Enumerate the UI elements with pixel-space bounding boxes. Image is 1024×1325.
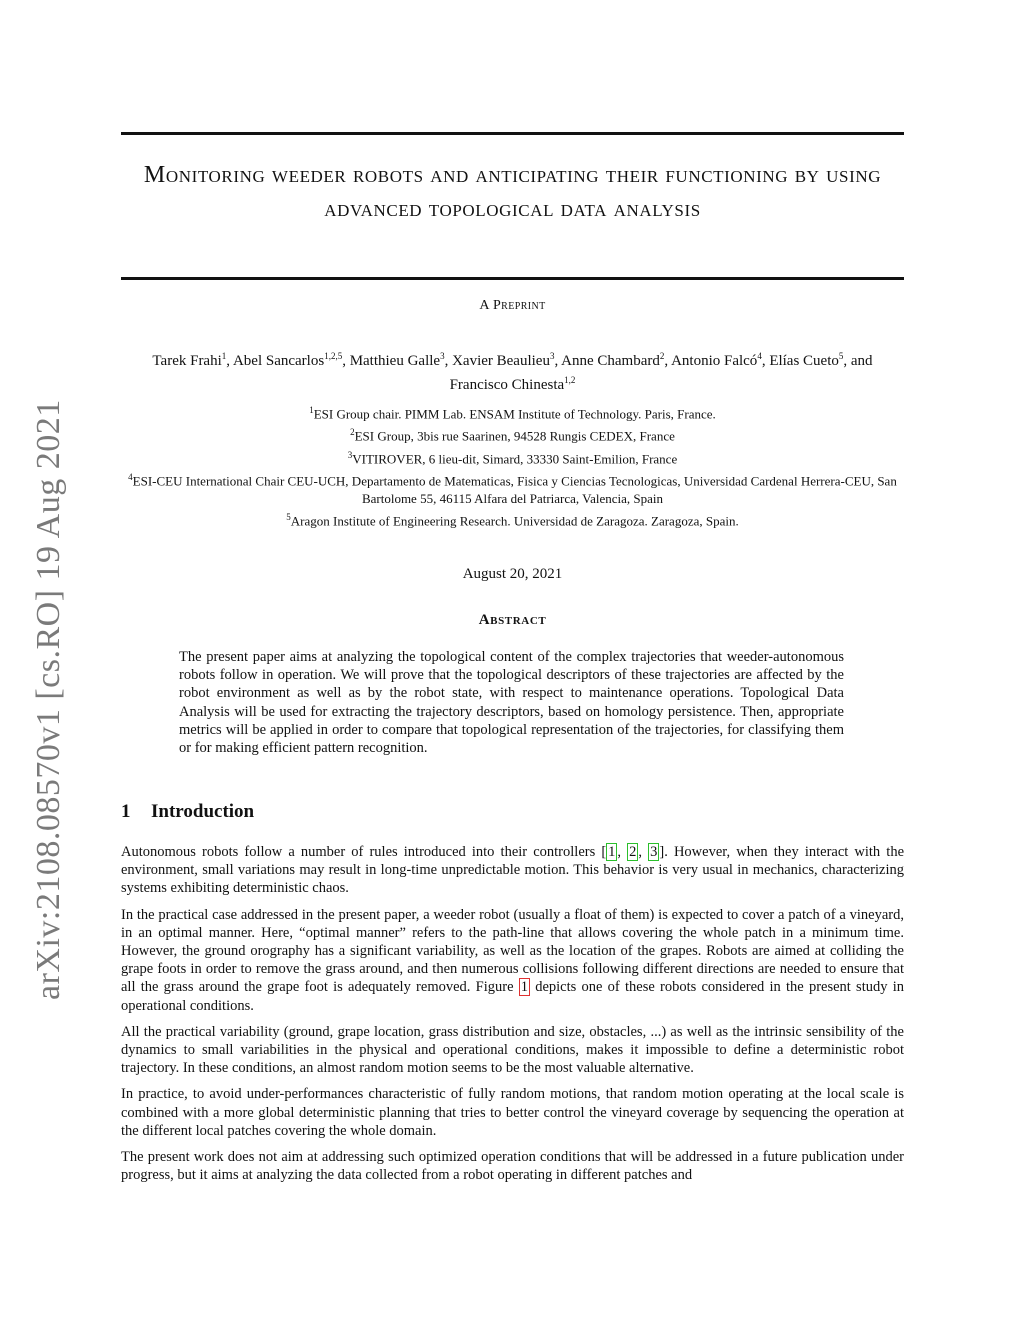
author: Anne Chambard$^2$, (561, 351, 672, 369)
author: Francisco Chinesta$^{1,2}$ (449, 375, 576, 393)
paragraph: Autonomous robots follow a number of rules introduced into their controllers [ 1 , 2 , 3 ]. However, when they interact with the environment, small variations may result in long-time unpredictable motion. This behavior is very usual in mechanics, characterizing systems exhibiting deterministic chaos. (121, 844, 905, 897)
section-body (121, 843, 904, 1192)
paragraph: The present work does not aim at addressing such optimized operation conditions that will be addressed in a future publication under progress, but it aims at analyzing the data collected from a robot operating in different patches and (121, 1149, 904, 1184)
section-heading (121, 801, 904, 823)
affiliation: $^2$ESI Group, 3bis rue Saarinen, 94528 Rungis CEDEX, France (350, 427, 675, 444)
title-rule-bottom (121, 277, 904, 280)
author: Matthieu Galle$^3$, (349, 351, 453, 369)
abstract-heading: Abstract (478, 612, 547, 628)
abstract-text: The present paper aims at analyzing the topological content of the complex trajectories that weeder-autonomous robots follow in operation. We will prove that the topological descriptors of these trajectories are affected by the robot environment as well as by the robot state, with respect to maintenance operations. Topological Data Analysis will be used for extracting the trajectory descriptors, based on homology persistence. Then, appropriate metrics will be applied in order to compare that topological representation of the trajectories, for classifying them or for making efficient pattern recognition. (179, 649, 844, 757)
author: Tarek Frahi$^1$, (152, 351, 233, 369)
citation-link[interactable]: 3 (650, 844, 658, 860)
author-list (140, 347, 885, 395)
author: Antonio Falcó$^4$, (671, 351, 770, 369)
affiliation-list (121, 401, 904, 531)
author: Elías Cueto$^5$, and (769, 351, 873, 369)
affiliation: $^4$ESI-CEU International Chair CEU-UCH, Departamento de Matematicas, Fisica y Ciencias Tecnologicas, Universidad Cardenal Herrera-CEU, San Bartolome 55, 46115 Alfara del Patriarca, Valencia, Spain (128, 471, 897, 507)
citation-link[interactable]: 2 (629, 844, 637, 860)
arxiv-identifier: arXiv:2108.08570v1 [cs.RO] 19 Aug 2021 (30, 399, 67, 1000)
affiliation: $^5$Aragon Institute of Engineering Research. Universidad de Zaragoza. Zaragoza, Spain. (286, 512, 739, 529)
preprint-label: A Preprint (479, 298, 546, 313)
affiliation: $^3$VITIROVER, 6 lieu-dit, Simard, 33330 Saint-Emilion, France (347, 449, 678, 466)
paper-title: Monitoring weeder robots and anticipating their functioning by using advanced topological data analysis (143, 162, 882, 222)
figure-reference-link[interactable]: 1 (520, 979, 528, 996)
title-rule-top (121, 132, 904, 135)
citation-link[interactable]: 1 (608, 844, 616, 860)
affiliation: $^1$ESI Group chair. PIMM Lab. ENSAM Institute of Technology. Paris, France. (309, 405, 716, 422)
paragraph: All the practical variability (ground, grape location, grass distribution and size, obstacles, ...) as well as the intrinsic sensibility of the dynamics to small variabilities in the physical and operational conditions, makes it impossible to define a deterministic robot trajectory. In these conditions, an almost random motion seems to be the most valuable alternative. (121, 1023, 904, 1077)
paragraph: In practice, to avoid under-performances characteristic of fully random motions, that random motion operating at the local scale is combined with a more global deterministic planning that tries to better control the vineyard coverage by sequencing the operation at the different local patches covering the whole domain. (121, 1086, 904, 1139)
publication-date: August 20, 2021 (462, 566, 563, 582)
author: Abel Sancarlos$^{1,2,5}$, (232, 351, 350, 369)
section-title: Introduction (151, 801, 255, 822)
author: Xavier Beaulieu$^3$, (452, 351, 562, 369)
section-number: 1 (121, 801, 131, 822)
paragraph: In the practical case addressed in the present paper, a weeder robot (usually a float of them) is expected to cover a patch of a vineyard, in an optimal manner. Here, “optimal manner” refers to the path-line that allows covering the whole patch in a minimum time. However, the ground orography has a significant variability, as well as the location of the grapes. Robots are aimed at colliding the grape foots in order to remove the grass around, and then numerous collisions following different directions are needed to ensure that all the grass around the grape foot is adequately removed. Figure 1 depicts one of these robots considered in the present study in operational conditions. (121, 906, 904, 1014)
